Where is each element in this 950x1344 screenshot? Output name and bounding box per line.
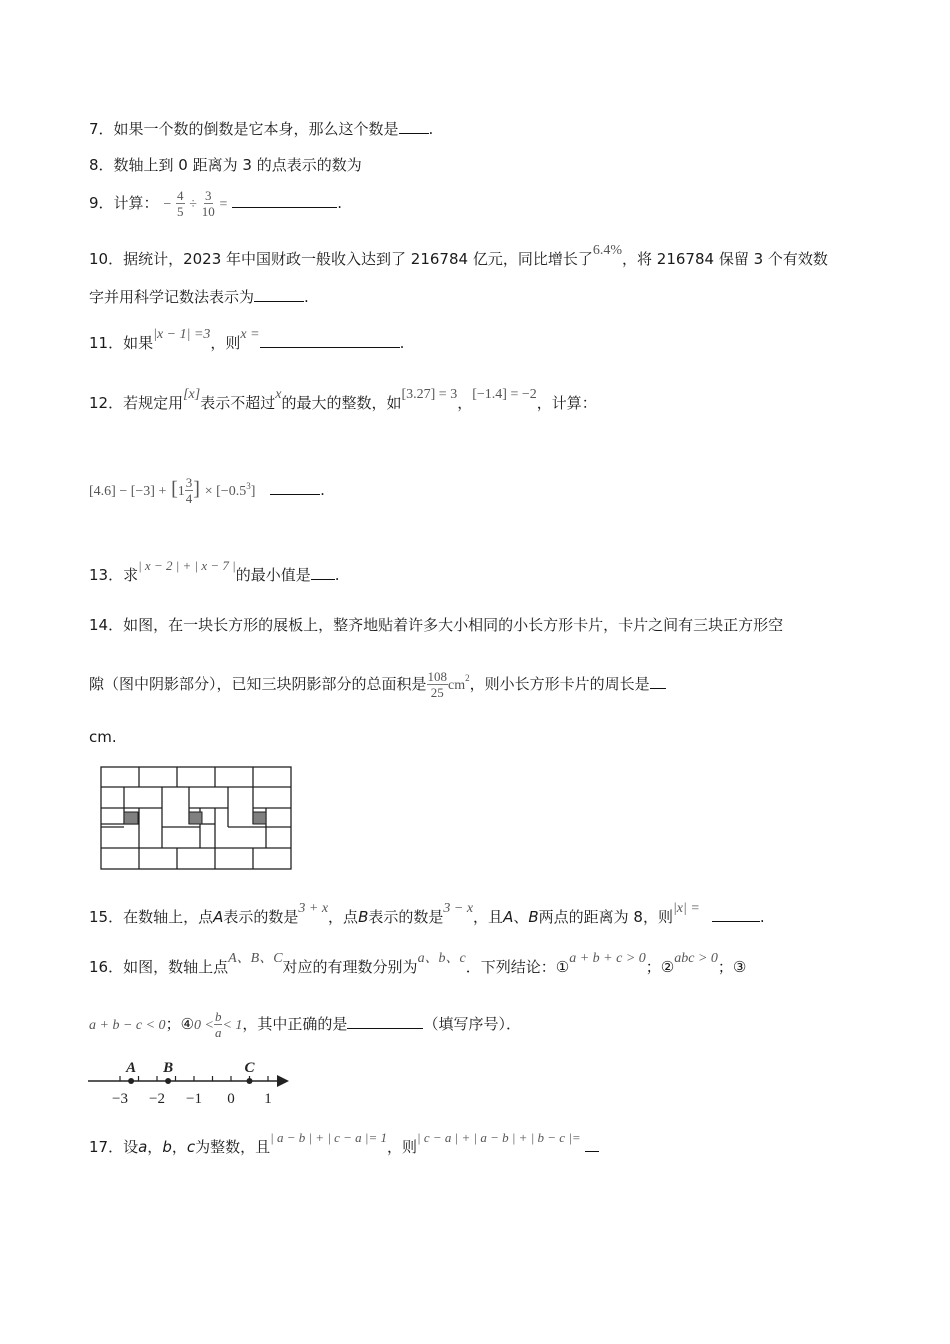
question-12: 12．若规定用[x]表示不超过x的最大的整数，如[3.27] = 3，[−1.4] = −2，计算：	[89, 387, 597, 412]
answer-blank	[270, 480, 320, 495]
answer-blank	[347, 1014, 423, 1029]
question-10-line-1: 10．据统计，2023 年中国财政一般收入达到了 216784 亿元，同比增长了6.4%，将 216784 保留 3 个有效数	[89, 243, 828, 268]
tick-label: 0	[227, 1091, 235, 1107]
question-15: 15．在数轴上，点A表示的数是3 + x，点B表示的数是3 − x，且A、B两点的距离为 8，则|x| = .	[89, 901, 765, 926]
question-13: 13．求| x − 2 | + | x − 7 |的最小值是 .	[89, 558, 340, 584]
point-a-dot	[128, 1078, 134, 1084]
answer-blank	[254, 287, 304, 302]
answer-blank	[585, 1137, 599, 1152]
tick-label: 1	[264, 1091, 272, 1107]
point-b-dot	[165, 1078, 171, 1084]
question-14-line-2: 隙（图中阴影部分），已知三块阴影部分的总面积是 $\frac{108}{25}$ $cm^2$，则小长方形卡片的周长是	[89, 664, 666, 706]
tick-label: −1	[186, 1091, 202, 1107]
question-11: 11．如果|x − 1| =3，则x = .	[89, 327, 405, 352]
tick-label: −3	[112, 1091, 128, 1107]
question-14-line-3: cm.	[89, 728, 117, 746]
shaded-gap	[124, 812, 138, 824]
question-7: 7．如果一个数的倒数是它本身，那么这个数是 .	[89, 120, 434, 138]
tick-label: −2	[149, 1091, 165, 1107]
fraction: $\frac{b}{a}$	[214, 1009, 222, 1040]
answer-blank	[712, 907, 760, 922]
fraction: $\frac{3}{4}$	[185, 475, 193, 506]
question-10-line-2: 字并用科学记数法表示为 .	[89, 288, 309, 306]
question-17: 17．设a，b，c为整数，且| a − b | + | c − a |= 1，则| c − a | + | a − b | + | b − c |=	[89, 1136, 599, 1159]
question-8: 8．数轴上到 0 距离为 3 的点表示的数为	[89, 156, 362, 174]
question-14-line-1: 14．如图，在一块长方形的展板上，整齐地贴着许多大小相同的小长方形卡片，卡片之间有三块正方形空	[89, 616, 784, 634]
answer-blank	[311, 565, 335, 580]
fraction: $\frac{4}{5}$	[177, 188, 184, 219]
question-9: 9．计算： − $\frac{4}{5}$ ÷ $\frac{3}{10}$ = .	[89, 188, 343, 219]
number-line-figure	[86, 1056, 296, 1108]
point-c-label: C	[244, 1060, 255, 1076]
answer-blank	[399, 119, 429, 134]
shaded-gap	[189, 812, 202, 824]
point-a-label: A	[126, 1060, 137, 1076]
point-b-label: B	[163, 1060, 174, 1076]
point-c-dot	[247, 1078, 253, 1084]
tiled-board-figure	[100, 766, 292, 870]
fraction: $\frac{3}{10}$	[201, 188, 215, 219]
shaded-gap	[253, 812, 266, 824]
question-16-line-2: a + b − c < 0；④0 < $\frac{b}{a}$ < 1，其中正确的是 （填写序号）．	[89, 1009, 521, 1040]
fraction: $\frac{108}{25}$	[427, 669, 448, 700]
answer-blank	[232, 193, 337, 208]
question-16-line-1: 16．如图，数轴上点A、B、C对应的有理数分别为a、b、c．下列结论：①a + b + c > 0；②abc > 0；③	[89, 951, 747, 976]
answer-blank	[260, 333, 400, 348]
question-12-expression: [4.6] − [−3] + [1 $\frac{3}{4}$ ] × $[-0.5^3]$ .	[89, 475, 325, 506]
answer-blank	[650, 674, 666, 689]
